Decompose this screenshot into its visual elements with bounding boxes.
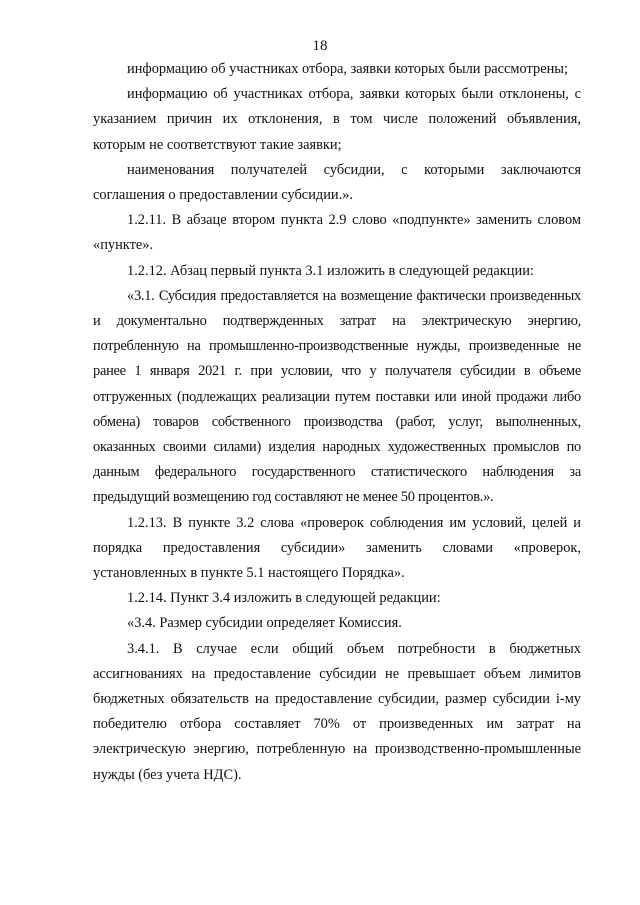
page-number: 18: [312, 38, 328, 54]
paragraph-participants-rejected: информацию об участниках отбора, заявки которых были отклонены, с указанием причин их отклонения, в том числе положений объявления, которым не соответствуют такие заявки;: [93, 86, 581, 153]
document-body: [93, 57, 581, 788]
paragraph-clause-3-4: «3.4. Размер субсидии определяет Комиссия.: [127, 615, 402, 632]
paragraph-item-1-2-11: 1.2.11. В абзаце втором пункта 2.9 слово «подпункте» заменить словом «пункте».: [93, 212, 581, 254]
paragraph-item-1-2-13: 1.2.13. В пункте 3.2 слова «проверок соблюдения им условий, целей и порядка предоставления субсидии» заменить словами «проверок, установленных в пункте 5.1 настоящего Порядка».: [93, 514, 581, 582]
paragraph-clause-3-4-1: 3.4.1. В случае если общий объем потребности в бюджетных ассигнованиях на предоставление субсидии не превышает объем лимитов бюджетных обязательств на предоставление субсидии, размер субсидии i-му победителю отбора составляет 70% от произведенных им затрат на электрическую энергию, потребленную на производственно-промышленные нужды (без учета НДС).: [93, 640, 581, 783]
paragraph-clause-3-1: «3.1. Субсидия предоставляется на возмещение фактически произведенных и документально подтвержденных затрат на электрическую энергию, потребленную на промышленно-производственные нужды, произведенные не ранее 1 января 2021 г. при условии, что у получателя субсидии в объеме отгруженных (подлежащих реализации путем поставки или иной продажи либо обмена) товаров собственного производства (работ, услуг, выполненных, оказанных своими силами) изделия народных художественных промыслов по данным федерального государственного статистического наблюдения за предыдущий возмещению год составляют не менее 50 процентов.».: [93, 287, 581, 506]
paragraph-item-1-2-14: 1.2.14. Пункт 3.4 изложить в следующей редакции:: [127, 590, 441, 607]
paragraph-item-1-2-12: 1.2.12. Абзац первый пункта 3.1 изложить в следующей редакции:: [127, 262, 534, 279]
paragraph-participants-considered: информацию об участниках отбора, заявки которых были рассмотрены;: [127, 61, 568, 77]
paragraph-subsidy-recipients: наименования получателей субсидии, с которыми заключаются соглашения о предоставлении субсидии.».: [93, 161, 581, 204]
